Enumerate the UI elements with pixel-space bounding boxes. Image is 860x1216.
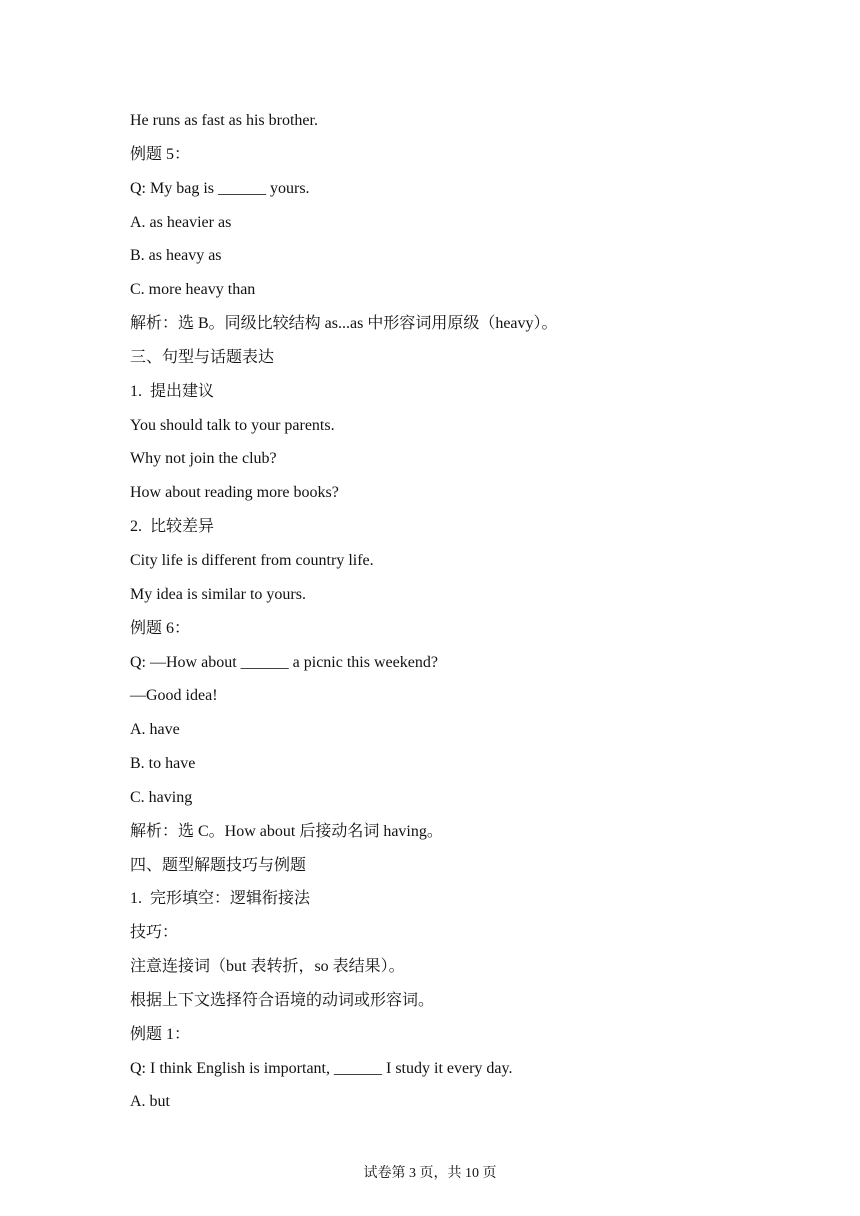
question: Q: My bag is ______ yours. <box>130 179 310 197</box>
example-heading: 例题 6： <box>130 619 191 637</box>
example-heading: 例题 5： <box>130 145 191 163</box>
text-line: —Good idea! <box>130 687 218 705</box>
analysis: 解析：选 B。同级比较结构 as...as 中形容词用原级（heavy）。 <box>130 315 558 333</box>
text-line: Why not join the club? <box>130 450 277 468</box>
question: Q: —How about ______ a picnic this weekend? <box>130 653 438 671</box>
text-line: He runs as fast as his brother. <box>130 112 318 129</box>
option-b: B. as heavy as <box>130 247 222 265</box>
text-line: How about reading more books? <box>130 484 339 502</box>
page-footer: 试卷第 3 页，共 10 页 <box>363 1166 497 1181</box>
section-heading: 三、句型与话题表达 <box>130 348 275 366</box>
option-a: A. have <box>130 721 180 739</box>
option-a: A. but <box>130 1093 170 1111</box>
document-body <box>130 104 730 1119</box>
text-line: 注意连接词（but 表转折，so 表结果）。 <box>130 958 405 976</box>
option-b: B. to have <box>130 755 196 773</box>
text-line: My idea is similar to yours. <box>130 585 306 603</box>
subsection-heading: 1. 提出建议 <box>130 382 215 400</box>
text-line: 技巧： <box>130 924 179 942</box>
text-line: You should talk to your parents. <box>130 416 335 434</box>
text-line: 根据上下文选择符合语境的动词或形容词。 <box>130 991 435 1009</box>
section-heading: 四、题型解题技巧与例题 <box>130 856 307 874</box>
option-c: C. more heavy than <box>130 281 256 299</box>
option-a: A. as heavier as <box>130 213 232 231</box>
question: Q: I think English is important, ______ I study it every day. <box>130 1059 513 1077</box>
example-heading: 例题 1： <box>130 1025 191 1043</box>
option-c: C. having <box>130 788 193 806</box>
analysis: 解析：选 C。How about 后接动名词 having。 <box>130 822 443 840</box>
subsection-heading: 2. 比较差异 <box>130 518 215 536</box>
subsection-heading: 1. 完形填空：逻辑衔接法 <box>130 890 311 908</box>
text-line: City life is different from country life. <box>130 551 374 569</box>
